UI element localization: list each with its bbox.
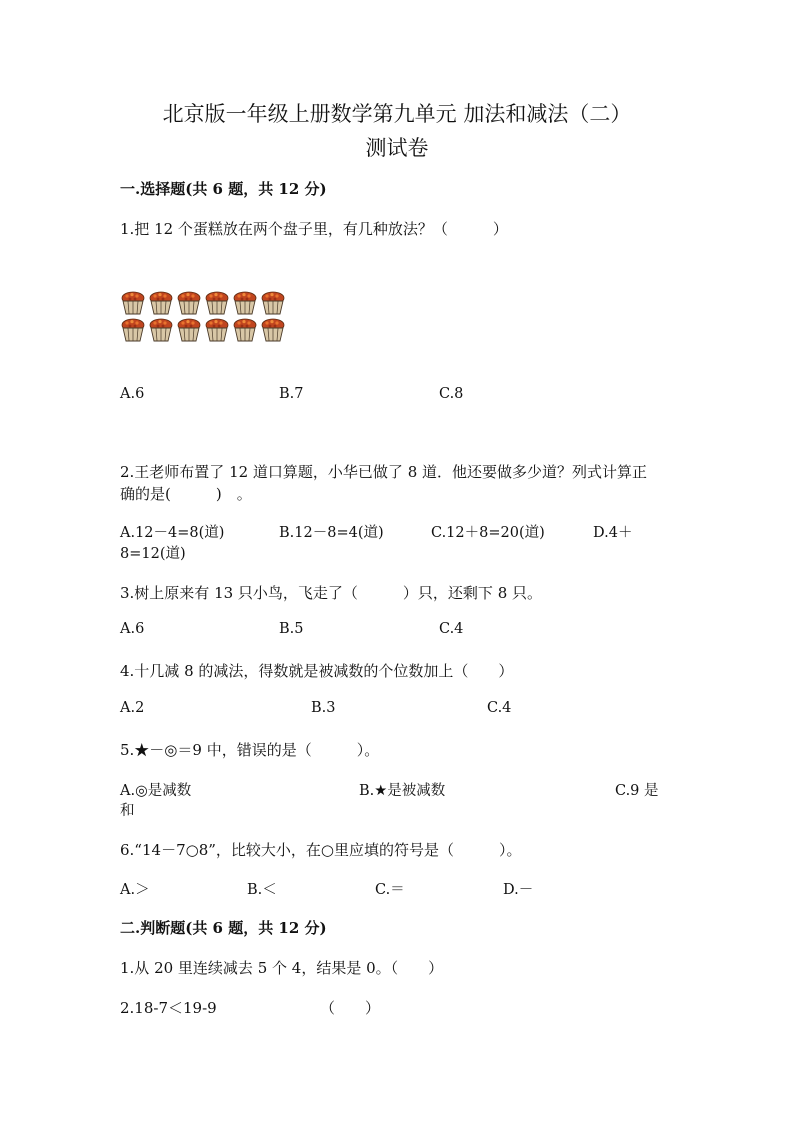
question-4-stem: 4.十几减 8 的减法，得数就是被减数的个位数加上（ ）: [120, 662, 514, 680]
document-title-line2: 测试卷: [365, 136, 429, 160]
question-2-stem-line1: 2.王老师布置了 12 道口算题，小华已做了 8 道．他还要做多少道？列式计算正: [120, 463, 648, 481]
question-5-option-a: A.◎是减数: [120, 783, 192, 799]
cake-icon: [150, 292, 172, 314]
question-3-stem: 3.树上原来有 13 只小鸟，飞走了（ ）只，还剩下 8 只。: [120, 584, 543, 602]
question-6-stem: 6.“14－7○8”，比较大小，在○里应填的符号是（ ）。: [120, 841, 522, 859]
question-3-option-b: B.5: [279, 621, 304, 637]
question-1-option-b: B.7: [279, 386, 304, 402]
question-4-option-a: A.2: [120, 700, 145, 716]
cake-icon: [122, 319, 144, 341]
question-6-option-b: B.＜: [247, 882, 277, 898]
cake-icon: [150, 319, 172, 341]
question-3-option-a: A.6: [120, 621, 145, 637]
question-6-option-c: C.＝: [375, 882, 405, 898]
question-2-stem-line2: 确的是( ) 。: [120, 485, 252, 503]
judge-question-2-stem: 2.18-7＜19-9: [120, 999, 217, 1017]
question-2-option-d: D.4＋: [593, 525, 633, 541]
question-5-option-c-continued: 和: [120, 803, 135, 819]
question-2-option-d-continued: 8=12(道): [120, 546, 186, 562]
question-2-option-b: B.12－8=4(道): [279, 525, 384, 541]
cake-icon: [206, 319, 228, 341]
question-6-option-d: D.－: [503, 882, 534, 898]
cake-icon: [234, 292, 256, 314]
question-1-option-c: C.8: [439, 386, 464, 402]
cake-icon: [234, 319, 256, 341]
judge-question-1-stem: 1.从 20 里连续减去 5 个 4，结果是 0。（ ）: [120, 959, 444, 977]
document-title-line1: 北京版一年级上册数学第九单元 加法和减法（二）: [162, 102, 632, 126]
question-4-option-c: C.4: [487, 700, 512, 716]
question-6-option-a: A.＞: [120, 882, 150, 898]
cake-icon: [178, 292, 200, 314]
question-1-option-a: A.6: [120, 386, 145, 402]
question-3-option-c: C.4: [439, 621, 464, 637]
question-2-option-c: C.12＋8=20(道): [431, 525, 545, 541]
question-1-stem: 1.把 12 个蛋糕放在两个盘子里，有几种放法？（ ）: [120, 220, 508, 238]
cake-icon: [178, 319, 200, 341]
question-5-option-c: C.9 是: [615, 783, 659, 799]
question-5-option-b: B.★是被减数: [359, 783, 446, 799]
section2-heading: 二.判断题(共 6 题，共 12 分): [120, 919, 327, 937]
cake-icon: [262, 319, 284, 341]
judge-question-2-blank: （ ）: [320, 999, 381, 1017]
cake-icon: [206, 292, 228, 314]
cake-icon: [122, 292, 144, 314]
cake-icon: [262, 292, 284, 314]
section1-heading: 一.选择题(共 6 题，共 12 分): [120, 180, 327, 198]
question-5-stem: 5.★－◎＝9 中，错误的是（ ）。: [120, 741, 380, 759]
question-4-option-b: B.3: [311, 700, 336, 716]
question-2-option-a: A.12－4=8(道): [120, 525, 225, 541]
cakes-illustration: [120, 290, 290, 342]
